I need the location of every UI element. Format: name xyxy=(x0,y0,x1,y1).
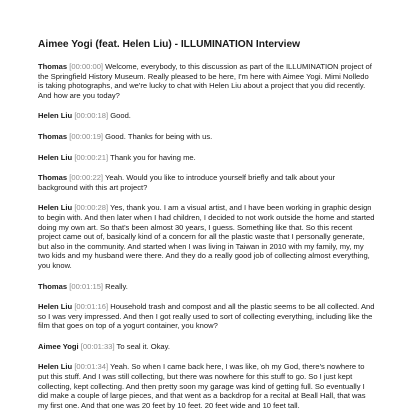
speaker-name: Thomas xyxy=(38,62,68,71)
speaker-name: Thomas xyxy=(38,281,68,291)
timestamp: [00:00:19] xyxy=(69,131,104,141)
transcript-turn xyxy=(38,173,376,192)
timestamp: [00:00:22] xyxy=(69,173,104,183)
speaker-name: Helen Liu xyxy=(38,111,73,121)
timestamp: [00:01:34] xyxy=(74,362,109,372)
transcript-turn xyxy=(38,62,376,100)
transcript-turn xyxy=(38,203,376,270)
speaker-name: Thomas xyxy=(38,173,68,183)
document-title: Aimee Yogi (feat. Helen Liu) - ILLUMINATION Interview xyxy=(38,39,301,50)
turn-text: Welcome, everybody, to this discussion as part of the ILLUMINATION project of the Springfield History Museum. Really pleased to be here, I'm here with Aimee Yogi. Mimi Nolledo is taking photographs, and we're lucky to chat with Helen Liu about a project that you did recently. And how are you today? xyxy=(38,62,372,100)
turn-text: Thank you for having me. xyxy=(110,152,196,162)
turn-text: To seal it. Okay. xyxy=(116,341,171,351)
timestamp: [00:00:28] xyxy=(74,203,109,213)
timestamp: [00:01:15] xyxy=(69,281,104,291)
transcript-turn xyxy=(38,132,376,142)
transcript-turn xyxy=(38,111,376,121)
timestamp: [00:01:33] xyxy=(80,341,115,351)
timestamp: [00:01:16] xyxy=(74,302,109,312)
turn-text: Really. xyxy=(105,281,128,291)
turn-text: Yeah. Would you like to introduce yourself briefly and talk about your background with this art project? xyxy=(38,173,336,192)
turn-text: Good. Thanks for being with us. xyxy=(105,131,213,141)
turn-text: Yes, thank you. I am a visual artist, and I have been working in graphic design to begin with. And then later when I had children, I decided to not work outside the home and started doing my own art. So that's been almost 30 years, I guess. Something like that. So this recent project came out of, basically kind of a concern for all the plastic waste that I personally generate, but also in the community. And started when I was living in Taiwan in 2010 with my family, my, my two kids and my husband were there. And they do a really good job of collecting almost everything, you know. xyxy=(38,203,375,270)
speaker-name: Aimee Yogi xyxy=(38,341,79,351)
turn-text: Good. xyxy=(110,111,131,121)
timestamp: [00:00:18] xyxy=(74,111,109,121)
transcript-turn xyxy=(38,302,376,331)
speaker-name: Helen Liu xyxy=(38,152,73,162)
transcript-turn xyxy=(38,342,376,352)
speaker-name: Helen Liu xyxy=(38,362,73,372)
speaker-name: Helen Liu xyxy=(38,203,73,213)
timestamp: [00:00:21] xyxy=(74,152,109,162)
transcript-turn xyxy=(38,362,376,410)
timestamp: [00:00:00] xyxy=(69,62,104,71)
transcript-turn xyxy=(38,282,376,292)
turn-text: Household trash and compost and all the plastic seems to be all collected. And so I was very impressed. And then I got really used to sort of collecting everything, including like the film that goes on top of a yogurt container, you know? xyxy=(38,302,375,331)
speaker-name: Helen Liu xyxy=(38,302,73,312)
turn-text: Yeah. So when I came back here, I was like, oh my God, there's nowhere to put this stuff. And I was still collecting, but there was nowhere for this stuff to go. So I just kept collecting, kept collecting. And then pretty soon my garage was kind of getting full. So eventually I did make a couple of large pieces, and that went as a backdrop for a recital at Beall Hall, that was my first one. And that one was 20 feet by 10 feet. 20 feet wide and 10 feet tall. xyxy=(38,362,366,410)
transcript-turn xyxy=(38,153,376,163)
speaker-name: Thomas xyxy=(38,131,68,141)
